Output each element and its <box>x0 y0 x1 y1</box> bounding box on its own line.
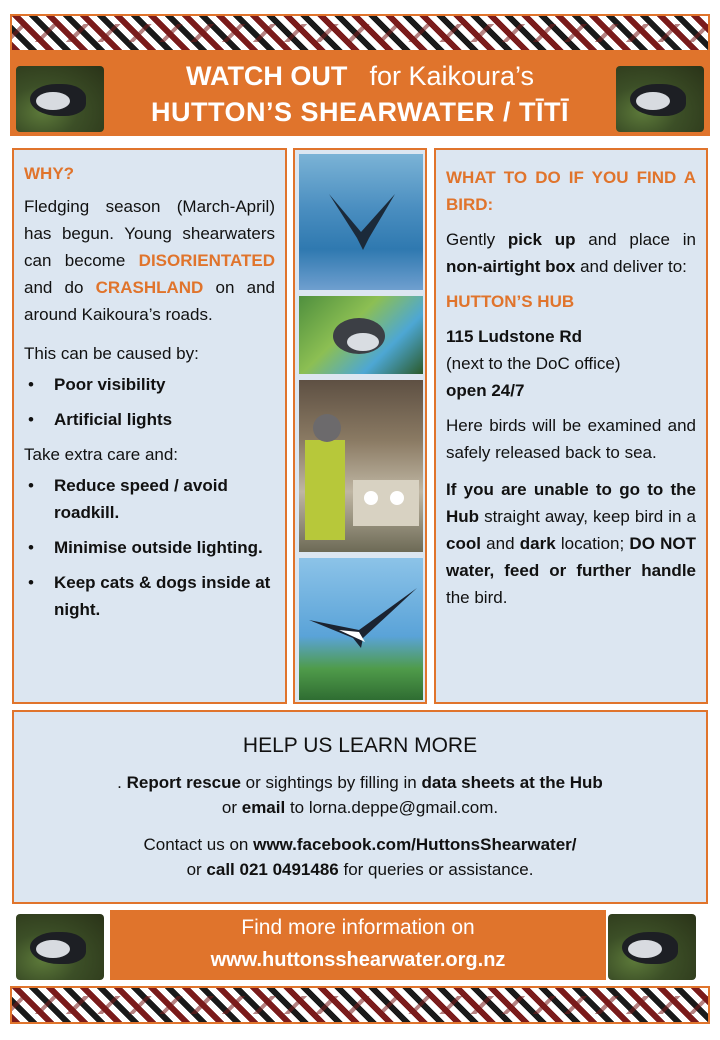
data-sheets: data sheets at the Hub <box>421 773 603 792</box>
learn-l1-a: . <box>117 773 127 792</box>
unable-b: straight away, keep bird in a <box>479 507 696 526</box>
unable-h: the bird. <box>446 588 508 607</box>
shearwater-photo-left <box>16 66 104 132</box>
hub-heading: HUTTON’S HUB <box>446 292 575 311</box>
why-heading: WHY? <box>24 164 75 183</box>
title-for-kaikoura: for Kaikoura’s <box>369 61 535 91</box>
unable-f: location; <box>555 534 630 553</box>
unable-a: If you are unable to go to the Hub <box>446 480 696 526</box>
shearwater-photo-footer-left <box>16 914 104 980</box>
care-item: • Minimise outside lighting. <box>24 534 275 561</box>
shearwater-photo-right <box>616 66 704 132</box>
soaring-shearwater-painting <box>299 558 423 700</box>
causes-intro: This can be caused by: <box>24 344 199 363</box>
cause-item: • Poor visibility <box>24 371 275 398</box>
what-text-a: Gently <box>446 230 508 249</box>
unable-paragraph <box>446 476 696 611</box>
what-text-c: and place in <box>575 230 697 249</box>
learn-line-3 <box>14 832 706 857</box>
learn-line-4 <box>14 857 706 882</box>
flying-shearwater-painting <box>299 154 423 290</box>
bottom-maori-pattern-border <box>10 986 710 1024</box>
facebook-link[interactable]: www.facebook.com/HuttonsShearwater/ <box>253 835 577 854</box>
learn-line-1 <box>14 770 706 795</box>
website-link[interactable]: www.huttonsshearwater.org.nz <box>210 949 506 971</box>
learn-l4-c: for queries or assistance. <box>338 860 534 879</box>
care-item: • Reduce speed / avoid roadkill. <box>24 472 275 526</box>
care-list <box>24 472 275 623</box>
why-crashland: CRASHLAND <box>95 278 204 297</box>
footer-banner <box>110 910 606 980</box>
learn-l2-a: or <box>221 798 242 817</box>
what-paragraph <box>446 226 696 280</box>
hutton-hub-photo <box>299 380 423 552</box>
what-pick-up: pick up <box>507 230 576 249</box>
learn-more-panel <box>12 710 708 904</box>
why-text-c: and do <box>24 278 96 297</box>
why-text-a: Fledging season (March-April) has begun. Young shearwaters can become <box>24 197 275 270</box>
footer-line: Find more information on <box>241 916 475 939</box>
title-watch-out: WATCH OUT <box>185 61 348 91</box>
what-to-do-panel <box>434 148 708 704</box>
hub-address-block <box>446 323 696 404</box>
care-item: • Keep cats & dogs inside at night. <box>24 569 275 623</box>
email-address[interactable]: to lorna.deppe@gmail.com. <box>285 798 499 817</box>
cause-item: • Artificial lights <box>24 406 275 433</box>
why-disorientated: DISORIENTATED <box>138 251 275 270</box>
unable-do-not: DO NOT water, feed or further handle <box>446 534 697 580</box>
what-heading: WHAT TO DO IF YOU FIND A BIRD: <box>446 168 696 214</box>
learn-line-2 <box>14 795 706 820</box>
title-species: HUTTON’S SHEARWATER / TĪTĪ <box>150 97 569 127</box>
email-label: email <box>241 798 286 817</box>
learn-l1-c: or sightings by filling in <box>240 773 422 792</box>
shearwater-photo-footer-right <box>608 914 696 980</box>
unable-d: and <box>480 534 520 553</box>
header-banner <box>10 52 710 136</box>
why-panel <box>12 148 287 704</box>
unable-cool: cool <box>446 534 481 553</box>
learn-l3-a: Contact us on <box>143 835 254 854</box>
why-paragraph <box>24 193 275 328</box>
what-box: non-airtight box <box>446 257 576 276</box>
hub-address-note: (next to the DoC office) <box>446 354 621 373</box>
unable-dark: dark <box>519 534 556 553</box>
bird-in-hands-photo <box>299 296 423 374</box>
causes-list <box>24 371 275 433</box>
header-title <box>114 58 606 130</box>
photo-column <box>293 148 427 704</box>
report-rescue: Report rescue <box>126 773 241 792</box>
what-text-e: and deliver to: <box>575 257 687 276</box>
hub-address: 115 Ludstone Rd <box>446 327 583 346</box>
learn-l4-a: or <box>186 860 207 879</box>
release-paragraph: Here birds will be examined and safely released back to sea. <box>446 416 696 462</box>
care-intro: Take extra care and: <box>24 445 179 464</box>
learn-heading: HELP US LEARN MORE <box>242 734 478 757</box>
hub-hours: open 24/7 <box>446 381 525 400</box>
phone-number[interactable]: call 021 0491486 <box>206 860 339 879</box>
why-text-e: on and around Kaikoura’s roads. <box>24 278 275 324</box>
top-maori-pattern-border <box>10 14 710 52</box>
